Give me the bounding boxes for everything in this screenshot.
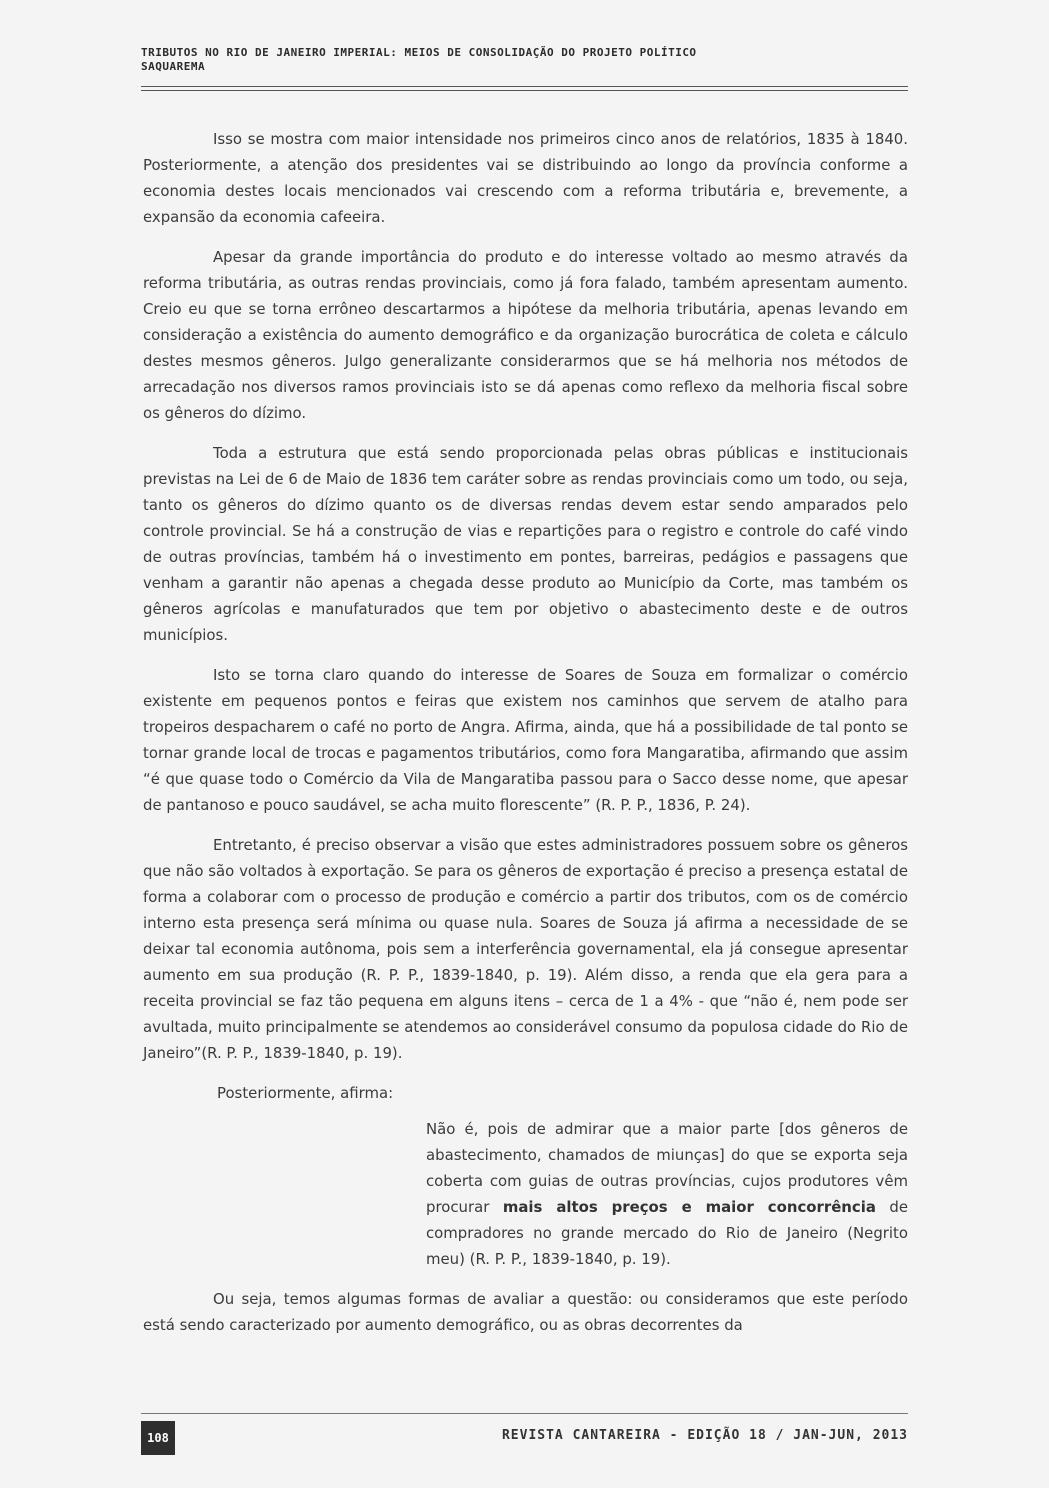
- header-rule-top: [141, 86, 908, 87]
- paragraph-5: Entretanto, é preciso observar a visão que estes administradores possuem sobre os gêneros que não são voltados à exportação. Se para os gêneros de exportação é preciso a presença estatal de forma a colaborar com o processo de produção e comércio a partir dos tributos, com os de comércio interno esta presença será mínima ou quase nula. Soares de Souza já afirma a necessidade de se deixar tal economia autônoma, pois sem a interferência governamental, ela já consegue apresentar aumento em sua produção (R. P. P., 1839-1840, p. 19). Além disso, a renda que ela gera para a receita provincial se faz tão pequena em alguns itens – cerca de 1 a 4% - que “não é, nem pode ser avultada, muito principalmente se atendemos ao considerável consumo da populosa cidade do Rio de Janeiro”(R. P. P., 1839-1840, p. 19).: [143, 836, 908, 1062]
- page-number-badge: [141, 1421, 175, 1455]
- paragraph-4: Isto se torna claro quando do interesse de Soares de Souza em formalizar o comércio existente em pequenos pontos e feiras que existem nos caminhos que servem de atalho para tropeiros despacharem o café no porto de Angra. Afirma, ainda, que há a possibilidade de tal ponto se tornar grande local de trocas e pagamentos tributários, como fora Mangaratiba, afirmando que assim “é que quase todo o Comércio da Vila de Mangaratiba passou para o Sacco desse nome, que apesar de pantanoso e pouco saudável, se acha muito florescente” (R. P. P., 1836, P. 24).: [143, 666, 908, 814]
- paragraph-6: Ou seja, temos algumas formas de avaliar a questão: ou consideramos que este período está sendo caracterizado por aumento demográfico, ou as obras decorrentes da: [143, 1290, 908, 1334]
- quote-text-start: Não é, pois de admirar que a maior parte [dos gêneros de abastecimento, chamados de miunças] do que se exporta seja coberta com guias de outras províncias, cujos produtores vêm procurar: [426, 1120, 908, 1216]
- quote-text-end: de compradores no grande mercado do Rio de Janeiro (Negrito meu) (R. P. P., 1839-1840, p. 19).: [426, 1198, 908, 1268]
- paragraph-1: Isso se mostra com maior intensidade nos primeiros cinco anos de relatórios, 1835 à 1840. Posteriormente, a atenção dos presidentes vai se distribuindo ao longo da província conforme a economia destes locais mencionados vai crescendo com a reforma tributária e, brevemente, a expansão da economia cafeeira.: [143, 130, 908, 226]
- journal-title: REVISTA CANTAREIRA - EDIÇÃO 18 / JAN-JUN, 2013: [501, 1428, 908, 1443]
- footer-rule: [141, 1413, 908, 1414]
- quote-bold-text: mais altos preços e maior concorrência: [502, 1198, 876, 1216]
- block-quote: [426, 1116, 908, 1272]
- quote-lead-in: Posteriormente, afirma:: [217, 1084, 394, 1102]
- page-number: 108: [147, 1431, 169, 1445]
- header-rule-bottom: [141, 90, 908, 91]
- article-body: [143, 126, 908, 1338]
- paragraph-2: Apesar da grande importância do produto e do interesse voltado ao mesmo através da reforma tributária, as outras rendas provinciais, como já fora falado, também apresentam aumento. Creio eu que se torna errôneo descartarmos a hipótese da melhoria tributária, apenas levando em consideração a existência do aumento demográfico e da organização burocrática de coleta e cálculo destes mesmos gêneros. Julgo generalizante considerarmos que se há melhoria nos métodos de arrecadação nos diversos ramos provinciais isto se dá apenas como reflexo da melhoria fiscal sobre os gêneros do dízimo.: [143, 248, 908, 422]
- header-title: TRIBUTOS NO RIO DE JANEIRO IMPERIAL: MEIOS DE CONSOLIDAÇÃO DO PROJETO POLÍTICO SAQUAREMA: [141, 46, 697, 73]
- paragraph-3: Toda a estrutura que está sendo proporcionada pelas obras públicas e institucionais previstas na Lei de 6 de Maio de 1836 tem caráter sobre as rendas provinciais como um todo, ou seja, tanto os gêneros do dízimo quanto os de diversas rendas devem estar sendo amparados pelo controle provincial. Se há a construção de vias e repartições para o registro e controle do café vindo de outras províncias, também há o investimento em pontes, barreiras, pedágios e passagens que venham a garantir não apenas a chegada desse produto ao Município da Corte, mas também os gêneros agrícolas e manufaturados que tem por objetivo o abastecimento deste e de outros municípios.: [143, 444, 908, 644]
